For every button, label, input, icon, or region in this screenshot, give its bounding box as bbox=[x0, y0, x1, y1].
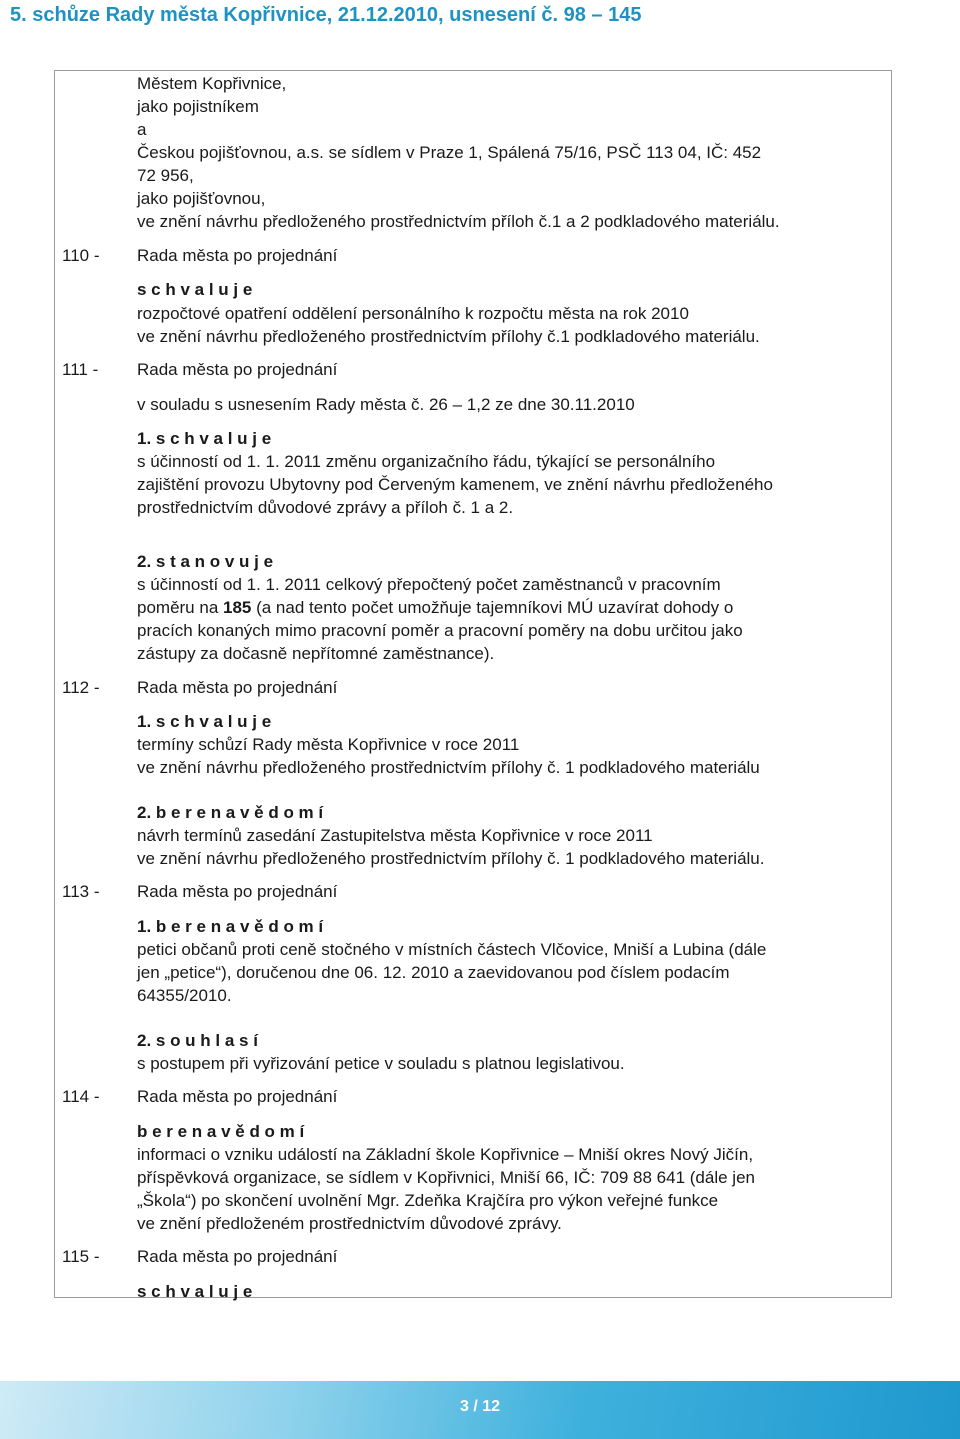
resolution-intro: Rada města po projednání bbox=[137, 678, 338, 697]
intro-line: Městem Kopřivnice, bbox=[137, 74, 287, 93]
resolution-intro: Rada města po projednání bbox=[137, 246, 338, 265]
resolution-preamble: v souladu s usnesením Rady města č. 26 – 1,2 ze dne 30.11.2010 bbox=[137, 395, 635, 414]
intro-line: ve znění návrhu předloženého prostřednictvím příloh č.1 a 2 podkladového materiálu. bbox=[137, 212, 780, 231]
resolution-text: termíny schůzí Rady města Kopřivnice v roce 2011 bbox=[137, 735, 520, 754]
resolution-verb: 2. s o u h l a s í bbox=[137, 1031, 258, 1050]
resolution-number: 112 - bbox=[62, 678, 100, 697]
page-title: 5. schůze Rady města Kopřivnice, 21.12.2010, usnesení č. 98 – 145 bbox=[10, 4, 642, 26]
resolution-text: s postupem při vyřizování petice v souladu s platnou legislativou. bbox=[137, 1054, 625, 1073]
resolution-number: 114 - bbox=[62, 1087, 100, 1106]
resolution-text: informaci o vzniku událostí na Základní škole Kopřivnice – Mniší okres Nový Jičín, bbox=[137, 1145, 754, 1164]
resolution-text: zajištění provozu Ubytovny pod Červeným kamenem, ve znění návrhu předloženého bbox=[137, 475, 773, 494]
resolution-text: s účinností od 1. 1. 2011 celkový přepočtený počet zaměstnanců v pracovním bbox=[137, 575, 721, 594]
employee-count: 185 bbox=[223, 598, 252, 617]
resolution-verb: 1. s c h v a l u j e bbox=[137, 429, 272, 448]
resolution-text: petici občanů proti ceně stočného v místních částech Vlčovice, Mniší a Lubina (dále bbox=[137, 940, 767, 959]
resolution-text: „Škola“) po skončení uvolnění Mgr. Zdeňka Krajčíra pro výkon veřejné funkce bbox=[137, 1191, 719, 1210]
resolution-text: ve znění návrhu předloženého prostřednictvím přílohy č.1 podkladového materiálu. bbox=[137, 327, 760, 346]
resolution-verb: 1. b e r e n a v ě d o m í bbox=[137, 917, 324, 936]
resolution-verb: 2. s t a n o v u j e bbox=[137, 552, 274, 571]
resolution-number: 110 - bbox=[62, 246, 100, 265]
resolution-intro: Rada města po projednání bbox=[137, 1087, 338, 1106]
resolution-text: příspěvková organizace, se sídlem v Kopřivnici, Mniší 66, IČ: 709 88 641 (dále jen bbox=[137, 1168, 755, 1187]
intro-line: 72 956, bbox=[137, 166, 194, 185]
resolution-text: zástupy za dočasně nepřítomné zaměstnance). bbox=[137, 644, 495, 663]
resolution-text: ve znění návrhu předloženého prostřednictvím přílohy č. 1 podkladového materiálu bbox=[137, 758, 760, 777]
resolution-verb: s c h v a l u j e bbox=[137, 1282, 253, 1301]
text-segment: (a nad tento počet umožňuje tajemníkovi MÚ uzavírat dohody o bbox=[251, 598, 734, 617]
resolution-text: jen „petice“), doručenou dne 06. 12. 2010 a zaevidovanou pod číslem podacím bbox=[137, 963, 730, 982]
resolution-verb: 1. s c h v a l u j e bbox=[137, 712, 272, 731]
page-number: 3 / 12 bbox=[459, 1398, 501, 1415]
resolution-text: s účinností od 1. 1. 2011 změnu organizačního řádu, týkající se personálního bbox=[137, 452, 716, 471]
resolution-number: 113 - bbox=[62, 882, 100, 901]
resolution-text: prostřednictvím důvodové zprávy a příloh č. 1 a 2. bbox=[137, 498, 514, 517]
intro-line: Českou pojišťovnou, a.s. se sídlem v Praze 1, Spálená 75/16, PSČ 113 04, IČ: 452 bbox=[137, 143, 762, 162]
resolution-verb: 2. b e r e n a v ě d o m í bbox=[137, 803, 324, 822]
resolution-text: pracích konaných mimo pracovní poměr a pracovní poměry na dobu určitou jako bbox=[137, 621, 743, 640]
intro-line: jako pojišťovnou, bbox=[137, 189, 266, 208]
resolution-verb: b e r e n a v ě d o m í bbox=[137, 1122, 305, 1141]
resolution-text: ve znění návrhu předloženého prostřednictvím přílohy č. 1 podkladového materiálu. bbox=[137, 849, 765, 868]
resolution-intro: Rada města po projednání bbox=[137, 1247, 338, 1266]
resolution-verb: s c h v a l u j e bbox=[137, 280, 253, 299]
intro-line: a bbox=[137, 120, 147, 139]
resolution-intro: Rada města po projednání bbox=[137, 360, 338, 379]
text-segment: poměru na bbox=[137, 598, 223, 617]
intro-line: jako pojistníkem bbox=[137, 97, 259, 116]
resolution-intro: Rada města po projednání bbox=[137, 882, 338, 901]
resolution-text: 64355/2010. bbox=[137, 986, 232, 1005]
resolution-number: 115 - bbox=[62, 1247, 100, 1266]
footer-band bbox=[0, 1381, 960, 1439]
resolution-text: rozpočtové opatření oddělení personálního k rozpočtu města na rok 2010 bbox=[137, 304, 689, 323]
resolution-text: návrh termínů zasedání Zastupitelstva města Kopřivnice v roce 2011 bbox=[137, 826, 653, 845]
resolution-text bbox=[137, 596, 733, 619]
resolution-number: 111 - bbox=[62, 360, 99, 379]
resolution-text: ve znění předloženém prostřednictvím důvodové zprávy. bbox=[137, 1214, 562, 1233]
